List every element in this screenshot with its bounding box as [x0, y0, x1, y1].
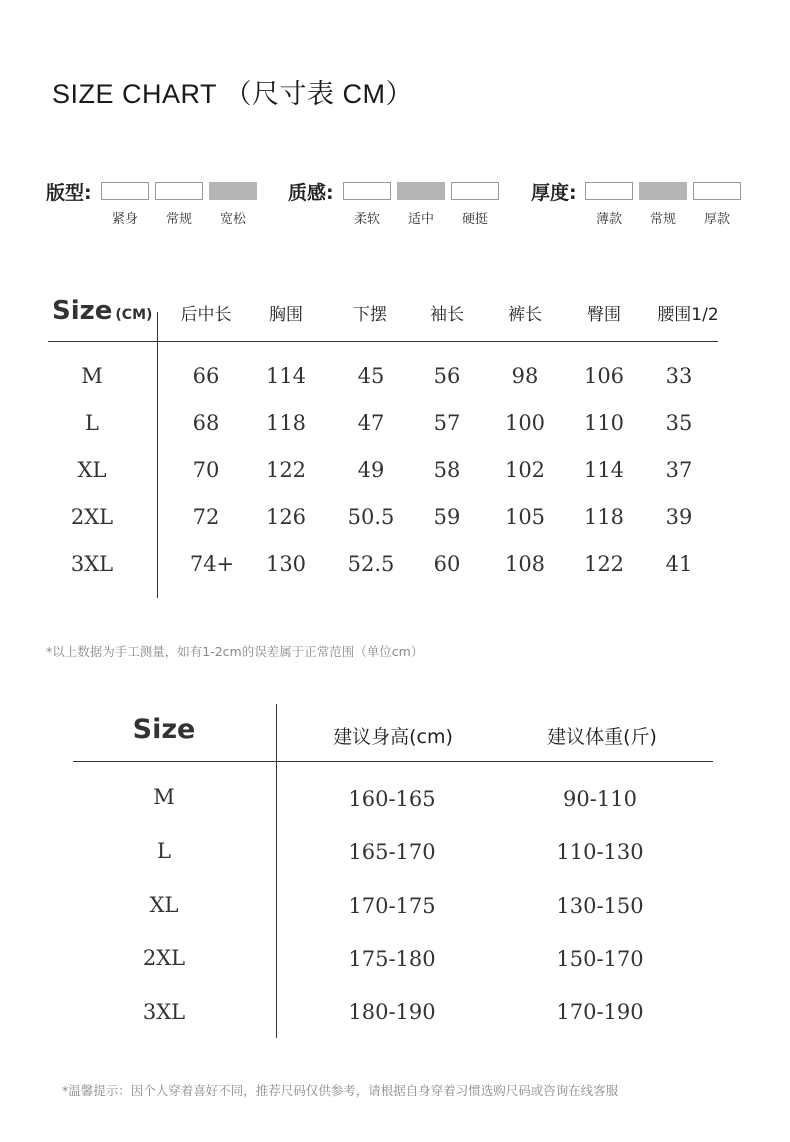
texture-option-label: 硬挺: [461, 212, 488, 227]
value-cell: 108: [504, 552, 546, 576]
value-cell: 118: [583, 505, 625, 529]
header-divider: [73, 761, 713, 762]
column-header: 建议体重(斤): [547, 726, 657, 748]
value-cell: 114: [583, 458, 625, 482]
value-cell: 170-175: [348, 894, 436, 918]
thickness-option-box: [693, 182, 741, 200]
measurement-note: *以上数据为手工测量，如有1-2cm的误差属于正常范围（单位cm）: [46, 644, 424, 659]
thickness-option-box-selected: [639, 182, 687, 200]
value-cell: 49: [357, 458, 385, 482]
size-cell: 2XL: [142, 946, 186, 970]
column-header: 后中长: [180, 305, 232, 325]
value-cell: 50.5: [347, 505, 395, 529]
fit-label: 版型:: [46, 182, 92, 204]
value-cell: 126: [265, 505, 307, 529]
size-cell: L: [85, 411, 99, 435]
value-cell: 98: [511, 364, 539, 388]
recommendation-note: *温馨提示：因个人穿着喜好不同，推荐尺码仅供参考，请根据自身穿着习惯选购尺码或咨询在线客服: [62, 1083, 619, 1098]
thickness-option-label: 薄款: [595, 212, 622, 227]
thickness-label: 厚度:: [531, 182, 577, 204]
value-cell: 105: [504, 505, 546, 529]
value-cell: 66: [192, 364, 220, 388]
value-cell: 130-150: [556, 894, 644, 918]
value-cell: 56: [433, 364, 461, 388]
column-header: 下摆: [353, 305, 387, 325]
thickness-option-label: 厚款: [703, 212, 730, 227]
value-cell: 90-110: [563, 787, 637, 811]
fit-option-label: 紧身: [111, 212, 138, 227]
value-cell: 175-180: [348, 947, 436, 971]
texture-label: 质感:: [288, 182, 334, 204]
size-column-header: Size (CM): [52, 296, 153, 326]
value-cell: 72: [192, 505, 220, 529]
value-cell: 102: [504, 458, 546, 482]
value-cell: 68: [192, 411, 220, 435]
column-header: 裤长: [508, 305, 542, 325]
column-header: 建议身高(cm): [333, 726, 453, 748]
size-cell: L: [157, 839, 171, 863]
value-cell: 180-190: [348, 1000, 436, 1024]
value-cell: 150-170: [556, 947, 644, 971]
header-divider: [48, 341, 718, 342]
value-cell: 57: [433, 411, 461, 435]
texture-option-box-selected: [397, 182, 445, 200]
fit-option-label: 宽松: [219, 212, 246, 227]
thickness-option-box: [585, 182, 633, 200]
value-cell: 41: [665, 552, 693, 576]
value-cell: 70: [192, 458, 220, 482]
size-cell: M: [81, 364, 103, 388]
value-cell: 47: [357, 411, 385, 435]
value-cell: 39: [665, 505, 693, 529]
value-cell: 59: [433, 505, 461, 529]
thickness-option-label: 常规: [649, 212, 676, 227]
fit-option-box: [101, 182, 149, 200]
size-cell: 2XL: [70, 505, 114, 529]
column-header: 袖长: [430, 305, 464, 325]
value-cell: 35: [665, 411, 693, 435]
value-cell: 74+: [189, 552, 235, 576]
value-cell: 110-130: [556, 840, 644, 864]
size-column-header: Size: [132, 714, 196, 745]
size-cell: M: [153, 785, 175, 809]
texture-option-label: 适中: [407, 212, 434, 227]
value-cell: 106: [583, 364, 625, 388]
column-header: 臀围: [587, 305, 621, 325]
value-cell: 118: [265, 411, 307, 435]
value-cell: 110: [583, 411, 625, 435]
page-title: SIZE CHART （尺寸表 CM）: [52, 79, 414, 109]
size-column-divider: [276, 704, 277, 1038]
value-cell: 52.5: [347, 552, 395, 576]
value-cell: 45: [357, 364, 385, 388]
fit-option-box: [155, 182, 203, 200]
size-cell: 3XL: [70, 552, 114, 576]
fit-option-label: 常规: [165, 212, 192, 227]
value-cell: 122: [583, 552, 625, 576]
texture-option-box: [343, 182, 391, 200]
value-cell: 114: [265, 364, 307, 388]
value-cell: 170-190: [556, 1000, 644, 1024]
value-cell: 122: [265, 458, 307, 482]
size-column-divider: [157, 312, 158, 598]
value-cell: 160-165: [348, 787, 436, 811]
value-cell: 60: [433, 552, 461, 576]
value-cell: 130: [265, 552, 307, 576]
size-cell: XL: [77, 458, 107, 482]
value-cell: 33: [665, 364, 693, 388]
column-header: 腰围1/2: [657, 305, 719, 325]
texture-option-label: 柔软: [353, 212, 380, 227]
size-cell: XL: [149, 893, 179, 917]
size-cell: 3XL: [142, 1000, 186, 1024]
fit-option-box-selected: [209, 182, 257, 200]
value-cell: 100: [504, 411, 546, 435]
value-cell: 58: [433, 458, 461, 482]
value-cell: 165-170: [348, 840, 436, 864]
column-header: 胸围: [269, 305, 303, 325]
value-cell: 37: [665, 458, 693, 482]
texture-option-box: [451, 182, 499, 200]
